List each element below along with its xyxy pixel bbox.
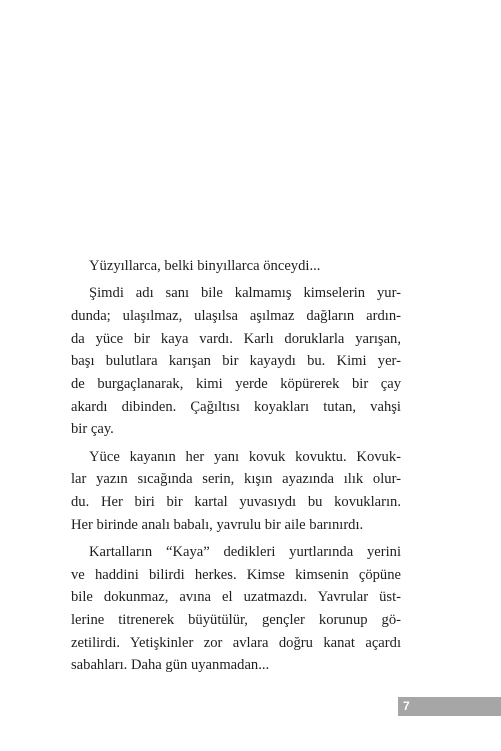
text-line: bile dokunmaz, avına el uzatmazdı. Yavrular üst- (71, 589, 401, 606)
page-number: 7 (403, 699, 410, 713)
text-line: ve haddini bilirdi herkes. Kimse kimsenin çöpüne (71, 566, 401, 583)
text-line: Yüzyıllarca, belki binyıllarca önceydi... (89, 258, 321, 274)
paragraph-4 (71, 541, 401, 677)
paragraph-2 (71, 282, 401, 441)
footer-bar (398, 697, 501, 716)
text-line: akardı dibinden. Çağıltısı koyakları tutan, vahşi (71, 398, 401, 415)
text-line: dunda; ulaşılmaz, ulaşılsa aşılmaz dağların ardın- (71, 307, 401, 324)
text-line: lerine titrenerek büyütülür, gençler korunup gö- (71, 612, 401, 629)
text-line: Şimdi adı sanı bile kalmamış kimselerin yur- (89, 285, 401, 302)
text-line: du. Her biri bir kartal yuvasıydı bu kovukların. (71, 494, 401, 511)
text-line: Yüce kayanın her yanı kovuk kovuktu. Kovuk- (89, 448, 401, 465)
text-line: Her birinde analı babalı, yavrulu bir aile barınırdı. (71, 516, 364, 533)
text-line: lar yazın sıcağında serin, kışın ayazında ılık olur- (71, 471, 401, 488)
paragraph-3 (71, 446, 401, 537)
text-line: de burgaçlanarak, kimi yerde köpürerek bir çay (71, 376, 401, 393)
text-line: zetilirdi. Yetişkinler zor avlara doğru kanat açardı (71, 634, 401, 651)
body-text (71, 255, 401, 682)
text-line: sabahları. Daha gün uyanmadan... (71, 657, 270, 674)
text-line: Kartalların “Kaya” dedikleri yurtlarında yerini (89, 543, 401, 560)
paragraph-1 (71, 255, 401, 278)
text-line: başı bulutlara karışan bir kayaydı bu. Kimi yer- (71, 353, 401, 370)
text-line: da yüce bir kaya vardı. Karlı doruklarla yarışan, (71, 330, 401, 347)
text-line: bir çay. (71, 421, 114, 438)
